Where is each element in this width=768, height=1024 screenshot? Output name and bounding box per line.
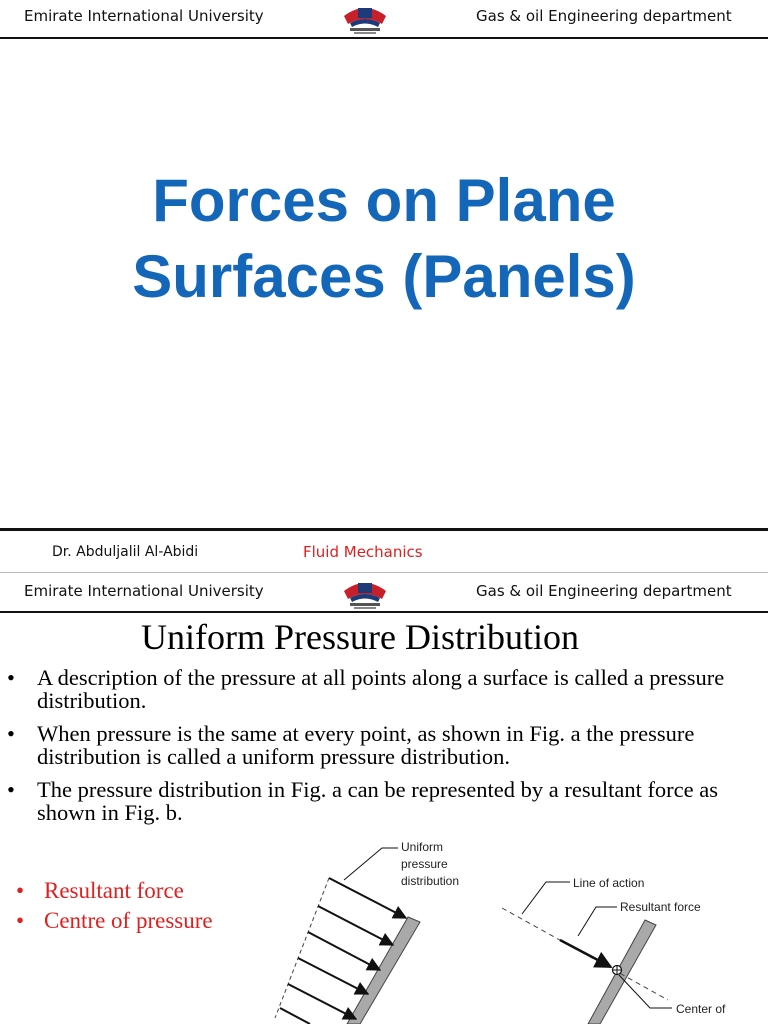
figure-label-distribution: distribution (401, 874, 460, 888)
bullet-item: • When pressure is the same at every point, as shown in Fig. a the pressure distribution is called a uniform pressure distribution. (7, 721, 695, 769)
slide-title: Uniform Pressure Distribution (141, 617, 579, 657)
bullet-item: • A description of the pressure at all points along a surface is called a pressure distribution. (7, 665, 725, 713)
department-name: Gas & oil Engineering department (476, 582, 732, 600)
figure-label-line-of-action: Line of action (573, 876, 645, 890)
key-term-item: • Resultant force (16, 878, 184, 903)
bullet-item: • The pressure distribution in Fig. a can be represented by a resultant force as shown in Fig. b. (7, 777, 719, 825)
author-name: Dr. Abduljalil Al-Abidi (52, 544, 199, 560)
figure-a-uniform-distribution (275, 840, 459, 1024)
figure-b-resultant-force (502, 876, 726, 1024)
university-name: Emirate International University (24, 582, 264, 600)
figure-label-center-of: Center of (676, 1002, 726, 1016)
slide-title-line-2: Surfaces (Panels) (132, 243, 636, 310)
figure-label-resultant-force: Resultant force (620, 900, 701, 914)
department-name: Gas & oil Engineering department (476, 7, 732, 25)
key-term-item: • Centre of pressure (16, 908, 213, 933)
figure-label-uniform: Uniform (401, 840, 444, 854)
course-name: Fluid Mechanics (303, 543, 423, 561)
university-name: Emirate International University (24, 7, 264, 25)
slide-title-line-1: Forces on Plane (152, 167, 616, 234)
figure-label-pressure: pressure (401, 857, 448, 871)
